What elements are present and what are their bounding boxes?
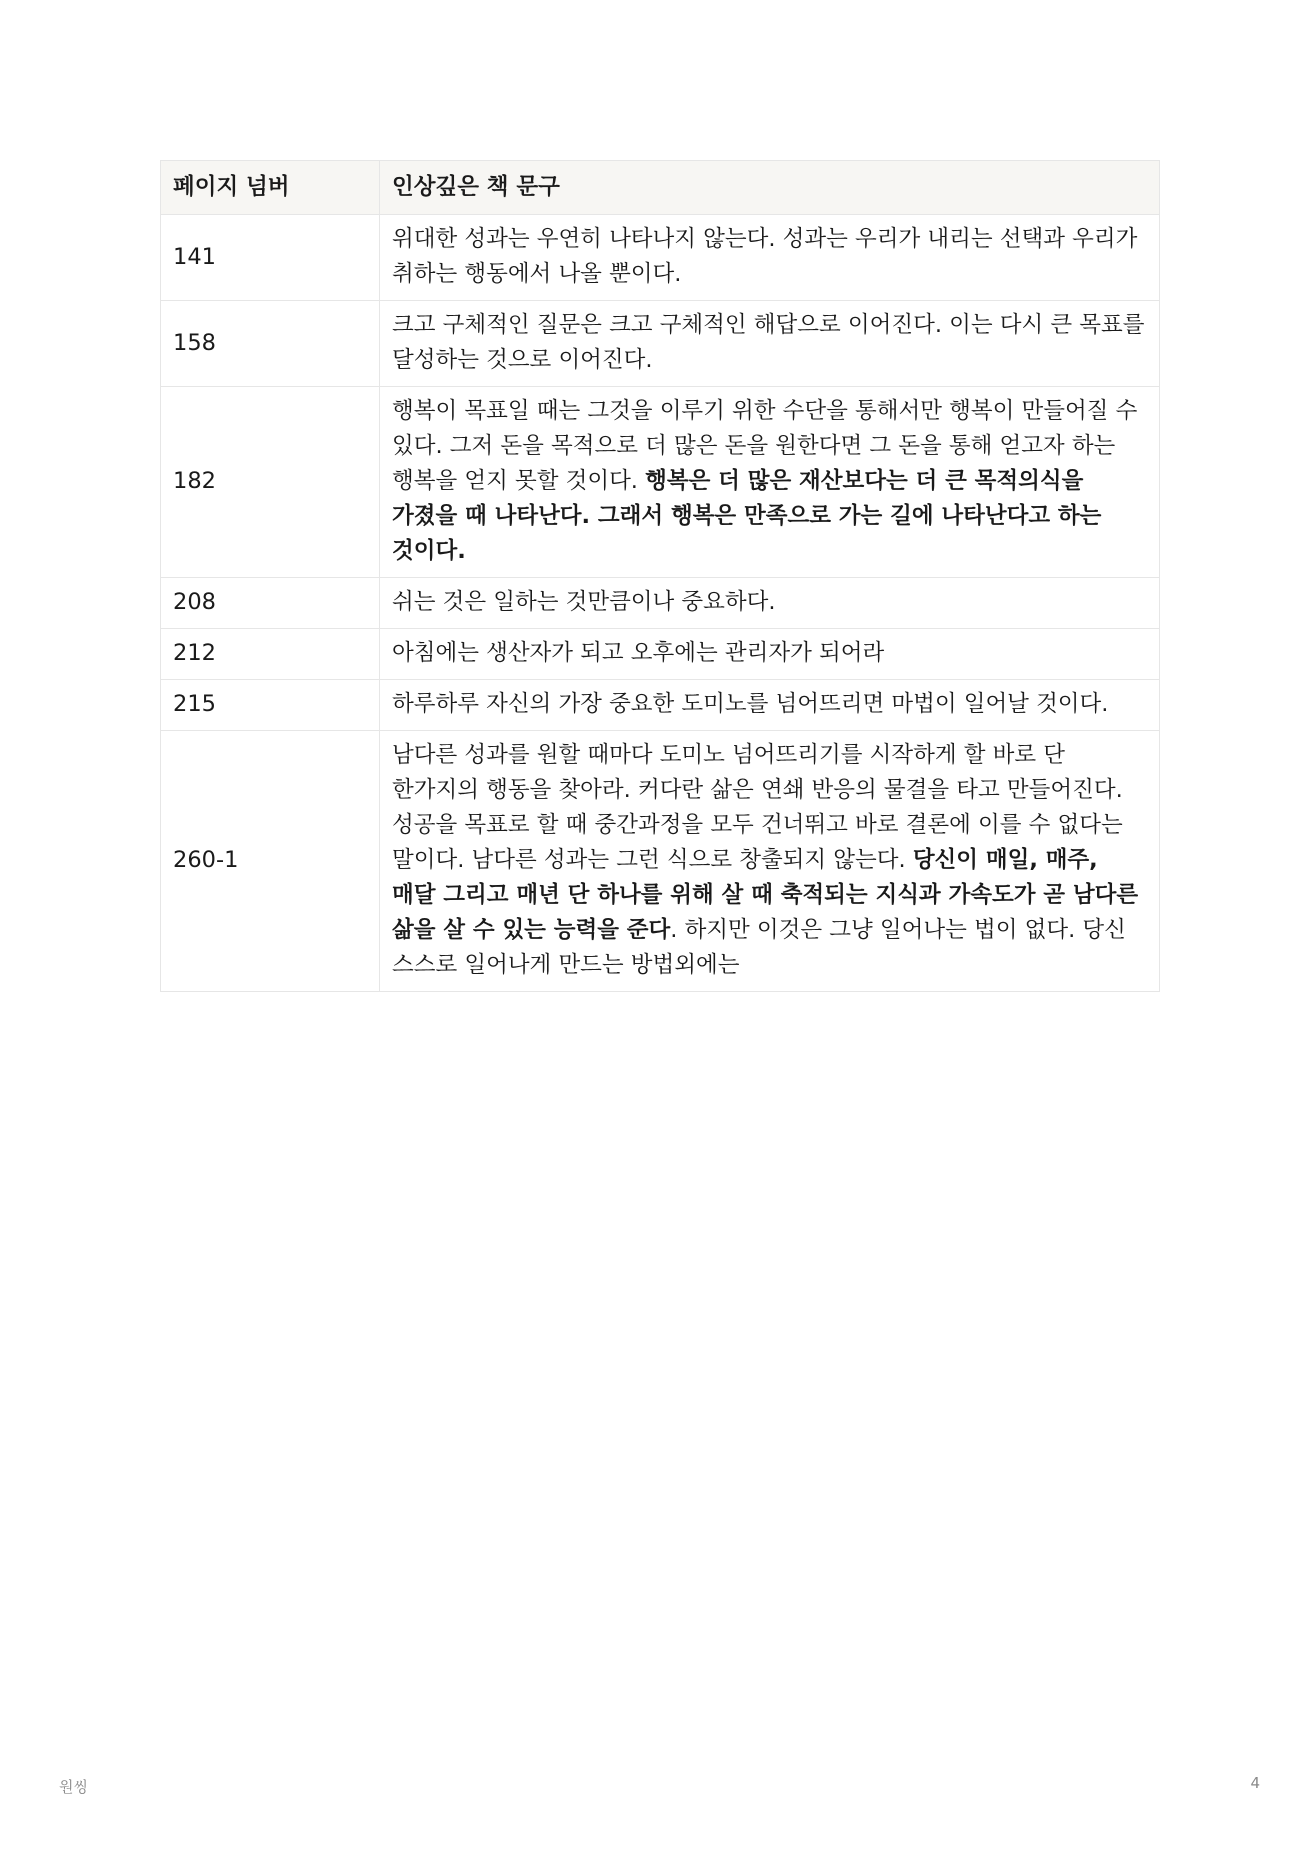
quote-table <box>160 160 1160 992</box>
footer-page-number: 4 <box>1250 1774 1260 1792</box>
page-number-cell: 212 <box>161 629 380 680</box>
quote-text: 행복이 목표일 때는 그것을 이루기 위한 수단을 통해서만 행복이 만들어질 수 있다. 그저 돈을 목적으로 더 많은 돈을 원한다면 그 돈을 통해 얻고자 하는 행복을 얻지 못할 것이다. <box>392 398 1138 494</box>
quote-cell <box>380 578 1160 629</box>
table-row <box>161 578 1160 629</box>
quote-cell <box>380 731 1160 992</box>
page-number-cell: 208 <box>161 578 380 629</box>
quote-text: 위대한 성과는 우연히 나타나지 않는다. 성과는 우리가 내리는 선택과 우리가 취하는 행동에서 나올 뿐이다. <box>392 226 1138 287</box>
table-row <box>161 731 1160 992</box>
quote-text-after: . 하지만 이것은 그냥 일어나는 법이 없다. 당신 스스로 일어나게 만드는 방법외에는 <box>392 917 1126 978</box>
quote-cell <box>380 215 1160 301</box>
page-number-cell: 141 <box>161 215 380 301</box>
table-row <box>161 215 1160 301</box>
quote-emphasis: 행복은 더 많은 재산보다는 더 큰 목적의식을 가졌을 때 나타난다. 그래서 행복은 만족으로 가는 길에 나타난다고 하는 것이다. <box>392 468 1102 564</box>
quote-cell <box>380 301 1160 387</box>
footer-book-title: 원씽 <box>59 1778 88 1796</box>
quote-cell <box>380 629 1160 680</box>
page-number-cell: 158 <box>161 301 380 387</box>
quote-text: 남다른 성과를 원할 때마다 도미노 넘어뜨리기를 시작하게 할 바로 단 한가지의 행동을 찾아라. 커다란 삶은 연쇄 반응의 물결을 타고 만들어진다. 성공을 목표로 할 때 중간과정을 모두 건너뛰고 바로 결론에 이를 수 없다는 말이다. 남다른 성과는 그런 식으로 창출되지 않는다. <box>392 742 1123 873</box>
quote-header: 인상깊은 책 문구 <box>380 161 1160 215</box>
table-row <box>161 387 1160 578</box>
page-number-cell: 215 <box>161 680 380 731</box>
quote-text: 쉬는 것은 일하는 것만큼이나 중요하다. <box>392 589 776 615</box>
table-row <box>161 680 1160 731</box>
quote-text: 아침에는 생산자가 되고 오후에는 관리자가 되어라 <box>392 640 885 666</box>
quote-text: 크고 구체적인 질문은 크고 구체적인 해답으로 이어진다. 이는 다시 큰 목표를 달성하는 것으로 이어진다. <box>392 312 1145 373</box>
quote-text: 하루하루 자신의 가장 중요한 도미노를 넘어뜨리면 마법이 일어날 것이다. <box>392 691 1109 717</box>
quote-cell <box>380 680 1160 731</box>
table-row <box>161 629 1160 680</box>
page-number-cell: 260-1 <box>161 731 380 992</box>
page-number-cell: 182 <box>161 387 380 578</box>
page-number-header: 페이지 넘버 <box>161 161 380 215</box>
quote-emphasis: 당신이 매일, 매주, 매달 그리고 매년 단 하나를 위해 살 때 축적되는 지식과 가속도가 곧 남다른 삶을 살 수 있는 능력을 준다 <box>392 847 1139 943</box>
table-header-row <box>161 161 1160 215</box>
quote-cell <box>380 387 1160 578</box>
table-row <box>161 301 1160 387</box>
